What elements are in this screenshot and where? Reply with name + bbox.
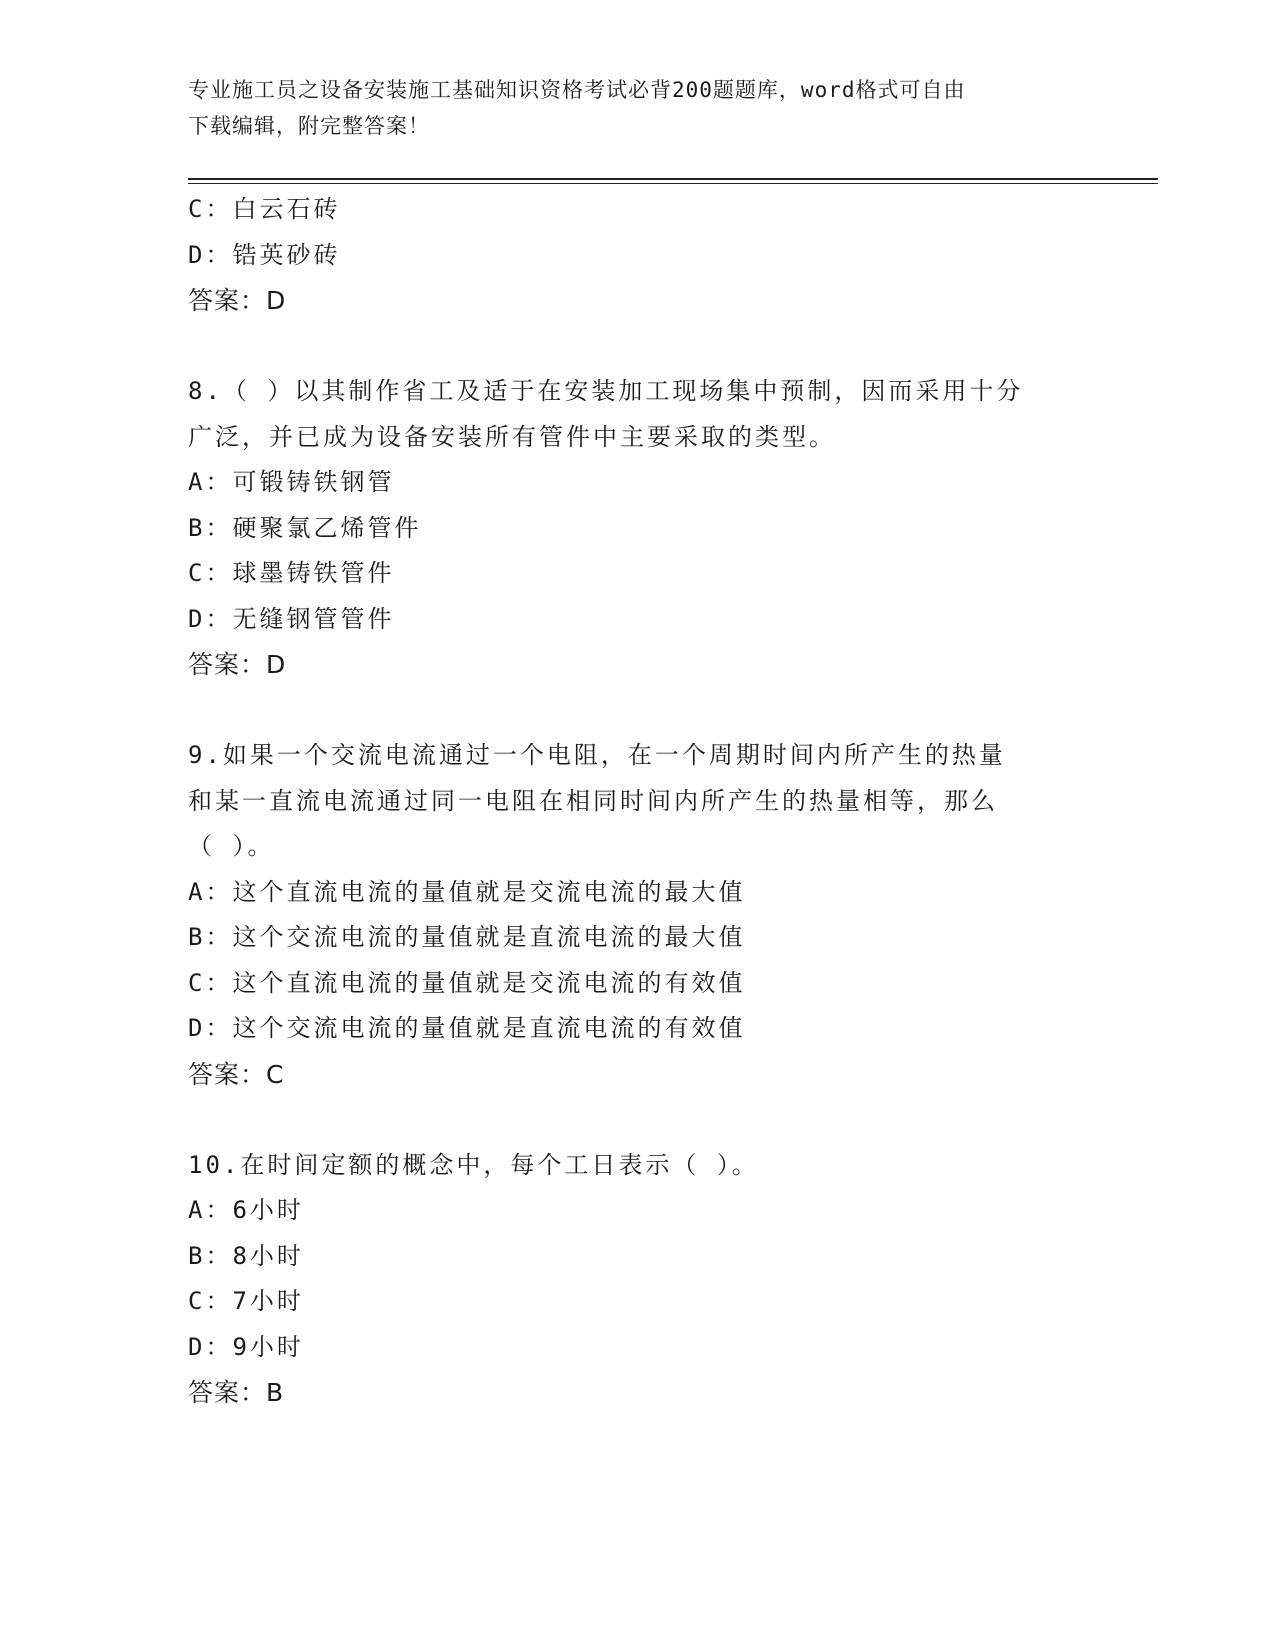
- answer-line: 答案：B: [188, 1378, 285, 1407]
- question-block: [188, 1143, 1088, 1416]
- option-a: A：可锻铸铁钢管: [188, 468, 395, 496]
- document-header: [188, 72, 1088, 144]
- header-rule-thin: [188, 183, 1158, 184]
- option-d: D：9小时: [188, 1332, 304, 1361]
- question-block: [188, 369, 1088, 688]
- question-block: [188, 733, 1088, 1097]
- option-d: D：这个交流电流的量值就是直流电流的有效值: [188, 1014, 746, 1042]
- header-line-2: 下载编辑，附完整答案！: [188, 114, 430, 138]
- option-c: C：球墨铸铁管件: [188, 559, 395, 587]
- header-line-1: 专业施工员之设备安装施工基础知识资格考试必背200题题库，word格式可自由: [188, 78, 966, 102]
- question-text-line: 广泛，并已成为设备安装所有管件中主要采取的类型。: [188, 422, 836, 451]
- option-c: C：7小时: [188, 1287, 304, 1315]
- option-c: C：白云石砖: [188, 195, 341, 223]
- option-b: B：这个交流电流的量值就是直流电流的最大值: [188, 923, 746, 951]
- question-text-line: （ ）。: [188, 832, 275, 860]
- option-d: D：锆英砂砖: [188, 240, 341, 269]
- question-list: [188, 187, 1088, 1416]
- answer-line: 答案：D: [188, 650, 287, 679]
- question-text-line: 9.如果一个交流电流通过一个电阻，在一个周期时间内所产生的热量: [188, 741, 1006, 769]
- option-a: A：这个直流电流的量值就是交流电流的最大值: [188, 877, 746, 906]
- option-b: B：硬聚氯乙烯管件: [188, 513, 422, 542]
- question-text-line: 10.在时间定额的概念中，每个工日表示（ ）。: [188, 1150, 759, 1179]
- option-d: D：无缝钢管管件: [188, 604, 395, 633]
- header-rule-thick: [188, 178, 1158, 180]
- option-b: B：8小时: [188, 1241, 304, 1270]
- answer-line: 答案：C: [188, 1059, 285, 1089]
- option-c: C：这个直流电流的量值就是交流电流的有效值: [188, 968, 746, 997]
- option-a: A：6小时: [188, 1196, 304, 1224]
- answer-line: 答案：D: [188, 286, 287, 315]
- question-text-line: 8.（ ）以其制作省工及适于在安装加工现场集中预制，因而采用十分: [188, 377, 1024, 405]
- question-text-line: 和某一直流电流通过同一电阻在相同时间内所产生的热量相等，那么: [188, 786, 998, 815]
- question-block: [188, 187, 1088, 324]
